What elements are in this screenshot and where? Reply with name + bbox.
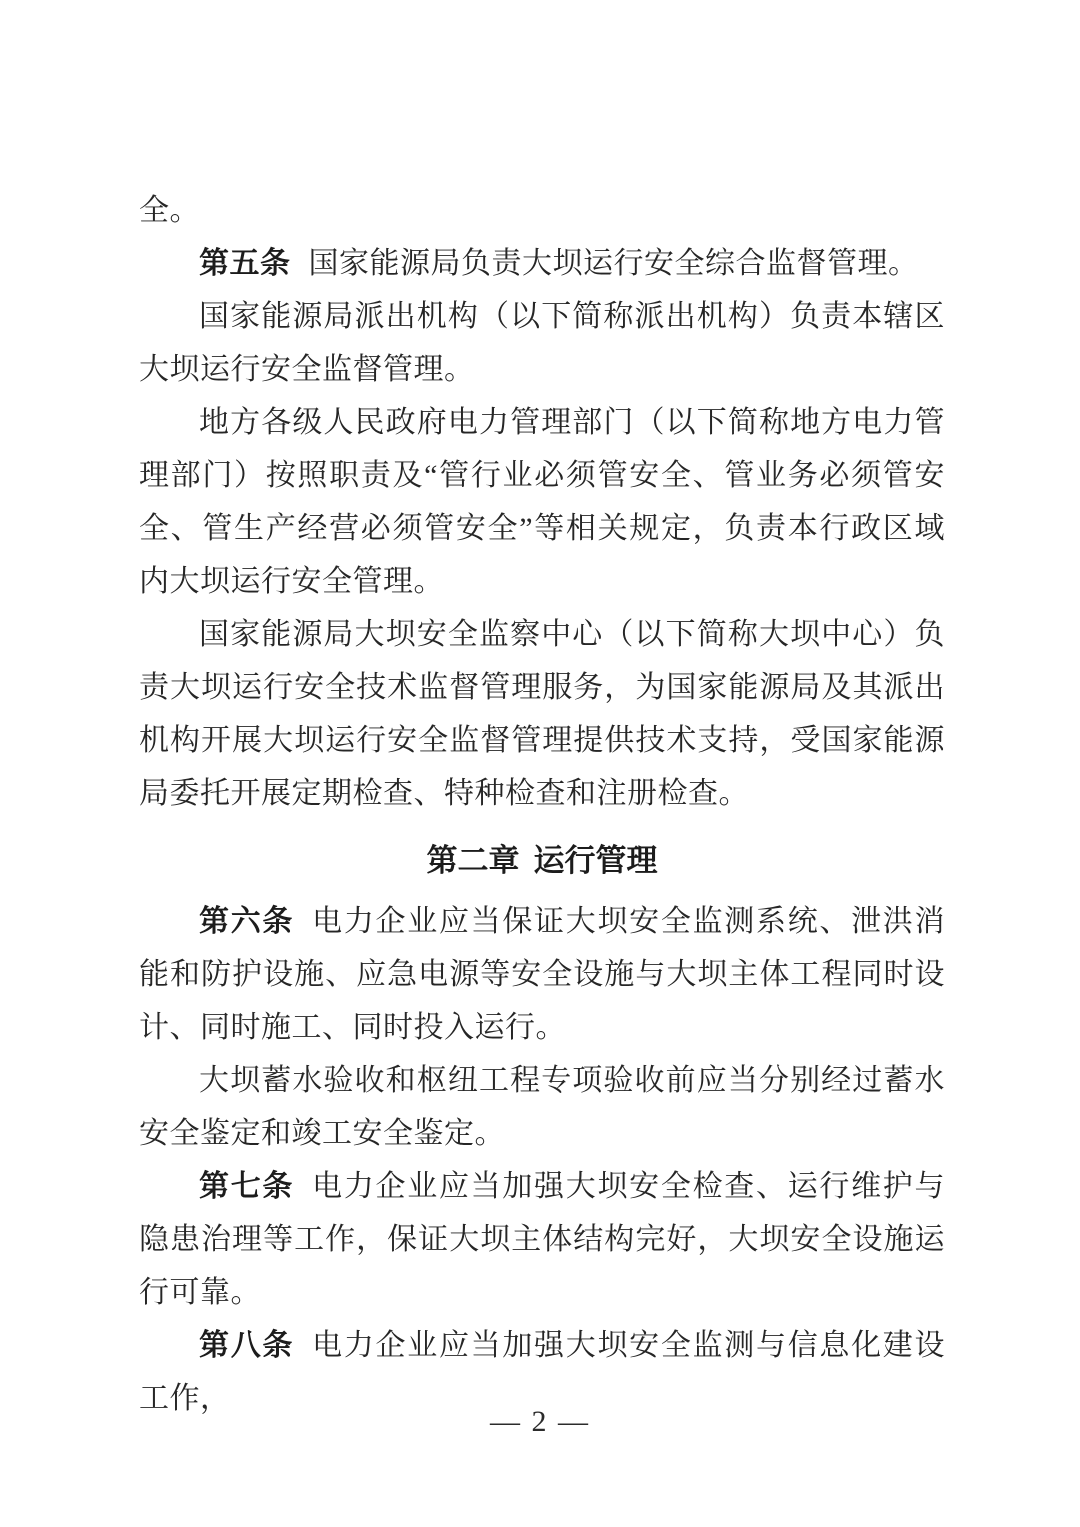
article-6-label: 第六条 (199, 905, 295, 938)
paragraph-acceptance: 大坝蓄水验收和枢纽工程专项验收前应当分别经过蓄水安全鉴定和竣工安全鉴定。 (139, 1064, 945, 1150)
chapter-2-heading (139, 834, 945, 887)
article-5-label: 第五条 (199, 247, 291, 280)
article-5-text: 国家能源局负责大坝运行安全综合监督管理。 (308, 247, 919, 280)
article-8-label: 第八条 (199, 1329, 295, 1362)
article-8-text: 电力企业应当加强大坝安全监测与信息化建设工作， (139, 1329, 946, 1415)
paragraph-local-gov: 地方各级人民政府电力管理部门（以下简称地方电力管理部门）按照职责及“管行业必须管安全、管业务必须管安全、管生产经营必须管安全”等相关规定，负责本行政区域内大坝运行安全管理。 (139, 406, 945, 598)
article-6-paragraph (139, 895, 945, 1054)
paragraph-dam-center: 国家能源局大坝安全监察中心（以下简称大坝中心）负责大坝运行安全技术监督管理服务，为国家能源局及其派出机构开展大坝运行安全监督管理提供技术支持，受国家能源局委托开展定期检查、特种检查和注册检查。 (139, 618, 945, 810)
article-6-text: 电力企业应当保证大坝安全监测系统、泄洪消能和防护设施、应急电源等安全设施与大坝主体工程同时设计、同时施工、同时投入运行。 (139, 905, 946, 1044)
page-number: — 2 — (490, 1405, 590, 1438)
article-7-text: 电力企业应当加强大坝安全检查、运行维护与隐患治理等工作，保证大坝主体结构完好，大坝安全设施运行可靠。 (139, 1170, 946, 1309)
article-7-paragraph (139, 1160, 945, 1319)
article-5-paragraph (139, 237, 945, 290)
article-7-label: 第七条 (199, 1170, 295, 1203)
paragraph-continuation: 全。 (139, 194, 200, 227)
chapter-2-number: 第二章 (426, 843, 520, 878)
chapter-2-title: 运行管理 (533, 843, 658, 878)
paragraph-dispatched-org: 国家能源局派出机构（以下简称派出机构）负责本辖区大坝运行安全监督管理。 (139, 300, 945, 386)
document-body (139, 184, 945, 1425)
